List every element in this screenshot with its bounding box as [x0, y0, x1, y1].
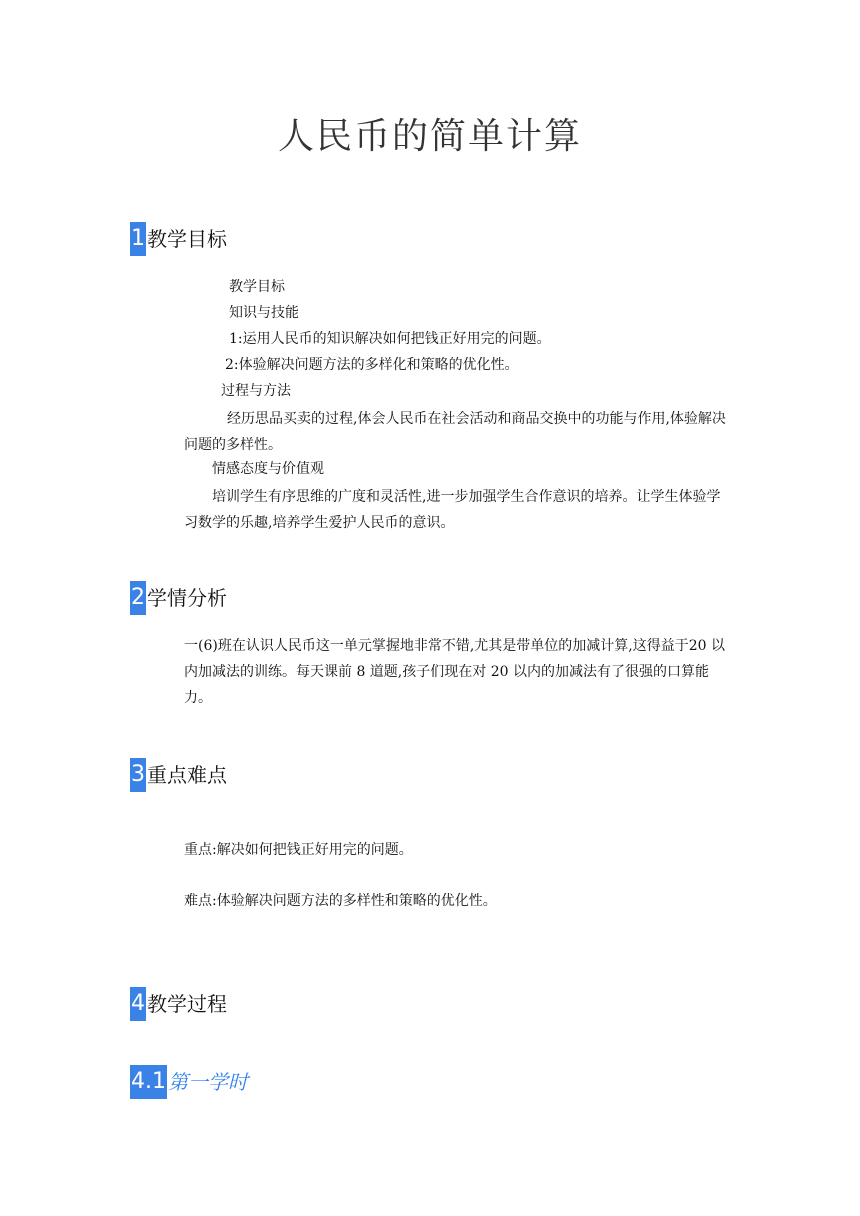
- goals-heading: 教学目标: [229, 279, 285, 295]
- subsection-heading-lesson-1: [130, 1065, 248, 1099]
- section-title: 教学目标: [147, 227, 227, 251]
- section-heading-analysis: [130, 581, 227, 615]
- section-number: 4: [130, 987, 146, 1021]
- emotion-heading: 情感态度与价值观: [212, 461, 324, 477]
- key-point: 重点:解决如何把钱正好用完的问题。: [184, 842, 413, 858]
- process-heading: 过程与方法: [221, 383, 291, 399]
- section-heading-goals: [130, 222, 227, 256]
- emotion-text: 培训学生有序思维的广度和灵活性,进一步加强学生合作意识的培养。让学生体验学习数学的乐趣,培养学生爱护人民币的意识。: [184, 489, 721, 531]
- section-heading-process: [130, 987, 227, 1021]
- section-title: 教学过程: [147, 992, 227, 1016]
- subsection-title: 第一学时: [168, 1070, 248, 1094]
- knowledge-heading: 知识与技能: [229, 305, 299, 321]
- section-number: 1: [130, 222, 146, 256]
- section-title: 重点难点: [147, 763, 227, 787]
- process-text: 经历思品买卖的过程,体会人民币在社会活动和商品交换中的功能与作用,体验解决问题的多样性。: [184, 411, 726, 453]
- subsection-number: 4.1: [130, 1065, 167, 1099]
- knowledge-item-1: 1:运用人民币的知识解决如何把钱正好用完的问题。: [229, 331, 551, 347]
- difficult-point: 难点:体验解决问题方法的多样性和策略的优化性。: [184, 893, 497, 909]
- analysis-text: 一(6)班在认识人民币这一单元掌握地非常不错,尤其是带单位的加减计算,这得益于20 以内加减法的训练。每天课前 8 道题,孩子们现在对 20 以内的加减法有了很强的口算能力。: [184, 638, 725, 706]
- knowledge-item-2: 2:体验解决问题方法的多样化和策略的优化性。: [225, 357, 519, 373]
- section-title: 学情分析: [147, 586, 227, 610]
- document-title: 人民币的简单计算: [277, 116, 582, 157]
- section-heading-key-points: [130, 758, 227, 792]
- section-number: 2: [130, 581, 146, 615]
- section-number: 3: [130, 758, 146, 792]
